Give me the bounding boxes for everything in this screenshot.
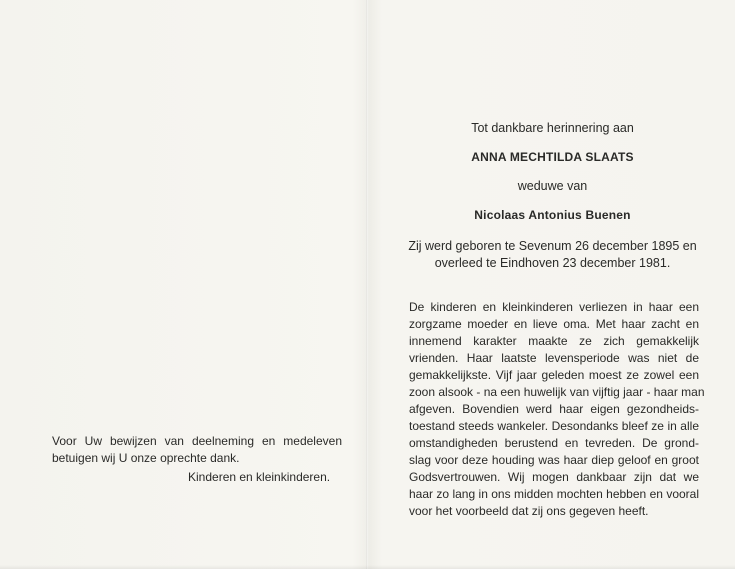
card-fold bbox=[366, 0, 368, 569]
thanks-line: Voor Uw bewijzen van deelneming en medeleven bbox=[52, 434, 342, 448]
memorial-text-line: omstandigheden berustend en tevreden. De grond- bbox=[409, 436, 699, 450]
memorial-text-line: toestand steeds wankeler. Desondanks bleef ze in alle bbox=[409, 419, 699, 433]
memorial-text-line: slag voor deze houding was haar diep geloof en groot bbox=[409, 453, 699, 467]
memorial-text-line: gemakkelijkste. Vijf jaar geleden moest ze zowel een bbox=[409, 368, 699, 382]
memorial-text-line: Godsvertrouwen. Wij mogen dankbaar zijn dat we bbox=[409, 470, 699, 484]
memorial-text-line: voor het voorbeeld dat zij ons gegeven heeft. bbox=[409, 504, 649, 518]
thanks-note bbox=[52, 433, 342, 484]
memorial-text-line: haar zo lang in ons midden mochten hebben en vooral bbox=[409, 487, 699, 501]
death-line: overleed te Eindhoven 23 december 1981. bbox=[434, 256, 671, 270]
thanks-line: betuigen wij U onze oprechte dank. bbox=[52, 451, 240, 465]
memorial-text-line: afgeven. Bovendien werd haar eigen gezondheids- bbox=[409, 402, 699, 416]
birth-line: Zij werd geboren te Sevenum 26 december 1895 en bbox=[408, 239, 697, 253]
memorial-text-line: vrienden. Haar laatste levensperiode was niet de bbox=[409, 351, 699, 365]
memorial-text-line: zoon alsook - na een huwelijk van vijftig jaar - haar man bbox=[409, 385, 705, 399]
deceased-name: ANNA MECHTILDA SLAATS bbox=[471, 150, 634, 164]
husband-name: Nicolaas Antonius Buenen bbox=[474, 208, 631, 222]
intro-line: Tot dankbare herinnering aan bbox=[471, 121, 634, 135]
memorial-text-line: innemend karakter maakte ze zich gemakkelijk bbox=[409, 334, 699, 348]
memorial-text-line: De kinderen en kleinkinderen verliezen in haar een bbox=[409, 300, 699, 314]
card-edge bbox=[0, 565, 735, 569]
memorial-text-line: zorgzame moeder en lieve oma. Met haar zacht en bbox=[409, 317, 699, 331]
widow-of-line: weduwe van bbox=[517, 179, 588, 193]
signature: Kinderen en kleinkinderen. bbox=[188, 470, 331, 484]
memorial-text bbox=[409, 299, 705, 520]
